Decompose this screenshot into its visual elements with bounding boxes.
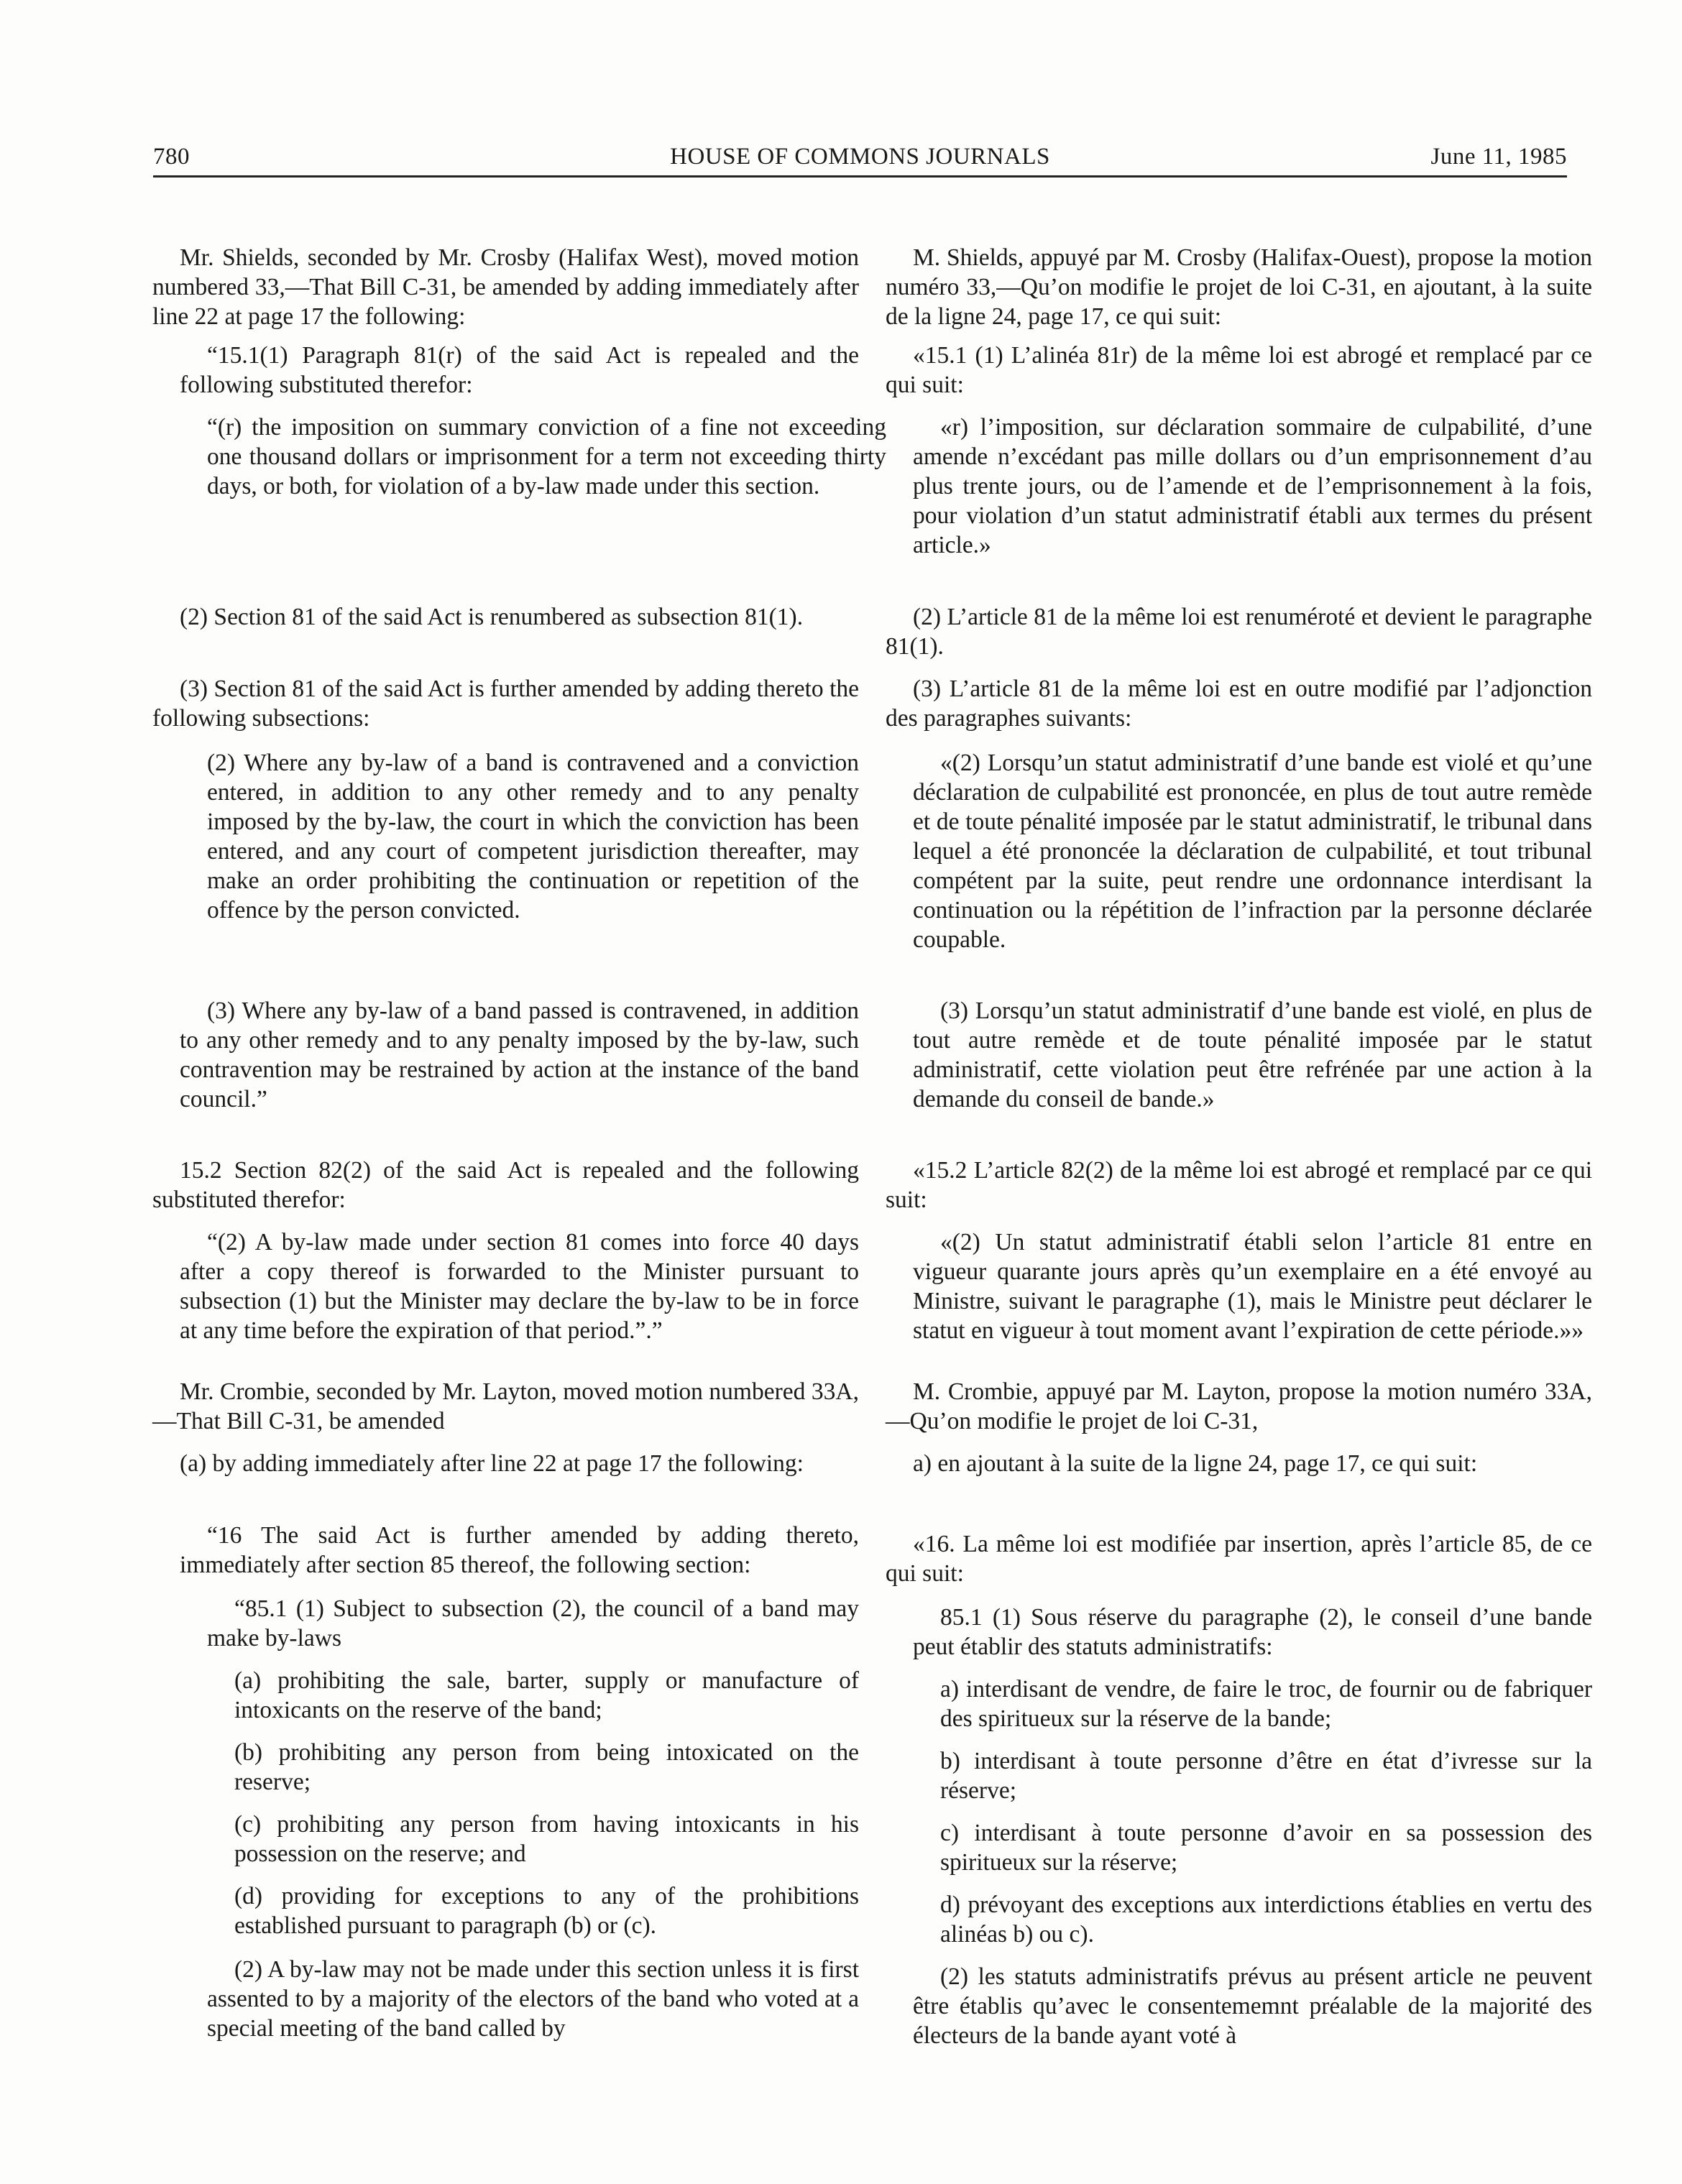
paragraph: «15.1 (1) L’alinéa 81r) de la même loi est abrogé et remplacé par ce qui suit:	[886, 342, 1592, 398]
paragraph: «15.2 L’article 82(2) de la même loi est abrogé et remplacé par ce qui suit:	[886, 1157, 1592, 1213]
paragraph: (3) L’article 81 de la même loi est en outre modifié par l’adjonction des paragraphes suivants:	[886, 676, 1592, 732]
paragraph: (2) Where any by-law of a band is contravened and a conviction entered, in addition to any other remedy and to any penalty imposed by the by-law, the court in which the conviction has been entered, and any court of competent jurisdiction thereafter, may make an order prohibiting the continuation or repetition of the offence by the person convicted.	[207, 750, 859, 923]
paragraph: «16. La même loi est modifiée par insertion, après l’article 85, de ce qui suit:	[886, 1531, 1592, 1587]
paragraph: (2) les statuts administratifs prévus au présent article ne peuvent être établis qu’avec le consentememnt préalable de la majorité des électeurs de la bande ayant voté à	[913, 1963, 1592, 2049]
paragraph: «(2) Un statut administratif établi selon l’article 81 entre en vigueur quarante jours après qu’un exemplaire en a été envoyé au Ministre, suivant le paragraphe (1), mais le Ministre peut déclarer le statut en vigueur à tout moment avant l’expiration de cette période.»»	[913, 1229, 1592, 1344]
journal-date: June 11, 1985	[1430, 144, 1567, 170]
paragraph: Mr. Crombie, seconded by Mr. Layton, moved motion numbered 33A,—That Bill C-31, be amended	[152, 1378, 859, 1434]
paragraph: (c) prohibiting any person from having intoxicants in his possession on the reserve; and	[234, 1811, 859, 1867]
paragraph: «(2) Lorsqu’un statut administratif d’une bande est violé et qu’une déclaration de culpabilité est prononcée, en plus de tout autre remède et de toute pénalité imposée par le statut administratif, le tribunal dans lequel a été prononcée la déclaration de culpabilité, et tout tribunal compétent par la suite, peut rendre une ordonnance interdisant la continuation ou la répétition de l’infraction par la personne déclarée coupable.	[913, 750, 1592, 953]
paragraph: “16 The said Act is further amended by adding thereto, immediately after section 85 thereof, the following section:	[180, 1522, 859, 1578]
paragraph: (3) Section 81 of the said Act is further amended by adding thereto the following subsections:	[152, 676, 859, 732]
paragraph: 15.2 Section 82(2) of the said Act is repealed and the following substituted therefor:	[152, 1157, 859, 1213]
paragraph: «r) l’imposition, sur déclaration sommaire de culpabilité, d’une amende n’excédant pas mille dollars ou d’un emprisonnement d’au plus trente jours, ou de l’amende et de l’emprisonnement à la fois, pour violation d’un statut administratif établi aux termes du présent article.»	[913, 414, 1592, 558]
page-number: 780	[153, 144, 190, 170]
paragraph: (2) L’article 81 de la même loi est renuméroté et devient le paragraphe 81(1).	[886, 604, 1592, 660]
paragraph: Mr. Shields, seconded by Mr. Crosby (Halifax West), moved motion numbered 33,—That Bill C-31, be amended by adding immediately after line 22 at page 17 the following:	[152, 244, 859, 330]
paragraph: “(r) the imposition on summary conviction of a fine not exceeding one thousand dollars or imprisonment for a term not exceeding thirty days, or both, for violation of a by-law made under this section.	[207, 414, 886, 499]
paragraph: 85.1 (1) Sous réserve du paragraphe (2), le conseil d’une bande peut établir des statuts administratifs:	[913, 1604, 1592, 1660]
paragraph: (a) prohibiting the sale, barter, supply or manufacture of intoxicants on the reserve of the band;	[234, 1667, 859, 1723]
paragraph: “15.1(1) Paragraph 81(r) of the said Act is repealed and the following substituted therefor:	[180, 342, 859, 398]
paragraph: M. Shields, appuyé par M. Crosby (Halifax-Ouest), propose la motion numéro 33,—Qu’on modifie le projet de loi C-31, en ajoutant, à la suite de la ligne 24, page 17, ce qui suit:	[886, 244, 1592, 330]
paragraph: a) en ajoutant à la suite de la ligne 24, page 17, ce qui suit:	[913, 1450, 1478, 1477]
paragraph: b) interdisant à toute personne d’être en état d’ivresse sur la réserve;	[940, 1748, 1592, 1804]
paragraph: (2) Section 81 of the said Act is renumbered as subsection 81(1).	[180, 604, 804, 630]
paragraph: (d) providing for exceptions to any of the prohibitions established pursuant to paragraph (b) or (c).	[234, 1883, 859, 1939]
paragraph: (b) prohibiting any person from being intoxicated on the reserve;	[234, 1739, 859, 1795]
paragraph: c) interdisant à toute personne d’avoir en sa possession des spiritueux sur la réserve;	[940, 1820, 1592, 1876]
paragraph: M. Crombie, appuyé par M. Layton, propose la motion numéro 33A,—Qu’on modifie le projet de loi C-31,	[886, 1378, 1592, 1434]
paragraph: (3) Where any by-law of a band passed is contravened, in addition to any other remedy and to any penalty imposed by the by-law, such contravention may be restrained by action at the instance of the band council.”	[180, 997, 859, 1112]
paragraph: (2) A by-law may not be made under this section unless it is first assented to by a majority of the electors of the band who voted at a special meeting of the band called by	[207, 1956, 859, 2042]
paragraph: (a) by adding immediately after line 22 at page 17 the following:	[180, 1450, 804, 1477]
paragraph: a) interdisant de vendre, de faire le troc, de fournir ou de fabriquer des spiritueux sur la réserve de la bande;	[940, 1676, 1592, 1732]
paragraph: “(2) A by-law made under section 81 comes into force 40 days after a copy thereof is forwarded to the Minister pursuant to subsection (1) but the Minister may declare the by-law to be in force at any time before the expiration of that period.”.”	[180, 1229, 859, 1344]
paragraph: d) prévoyant des exceptions aux interdictions établies en vertu des alinéas b) ou c).	[940, 1892, 1592, 1948]
paragraph: “85.1 (1) Subject to subsection (2), the council of a band may make by-laws	[207, 1595, 859, 1651]
paragraph: (3) Lorsqu’un statut administratif d’une bande est violé, en plus de tout autre remède et de toute pénalité imposée par le statut administratif, cette violation peut être refrénée par une action à la demande du conseil de bande.»	[913, 997, 1592, 1112]
journal-title: HOUSE OF COMMONS JOURNALS	[670, 144, 1050, 170]
page-header	[153, 141, 1567, 178]
